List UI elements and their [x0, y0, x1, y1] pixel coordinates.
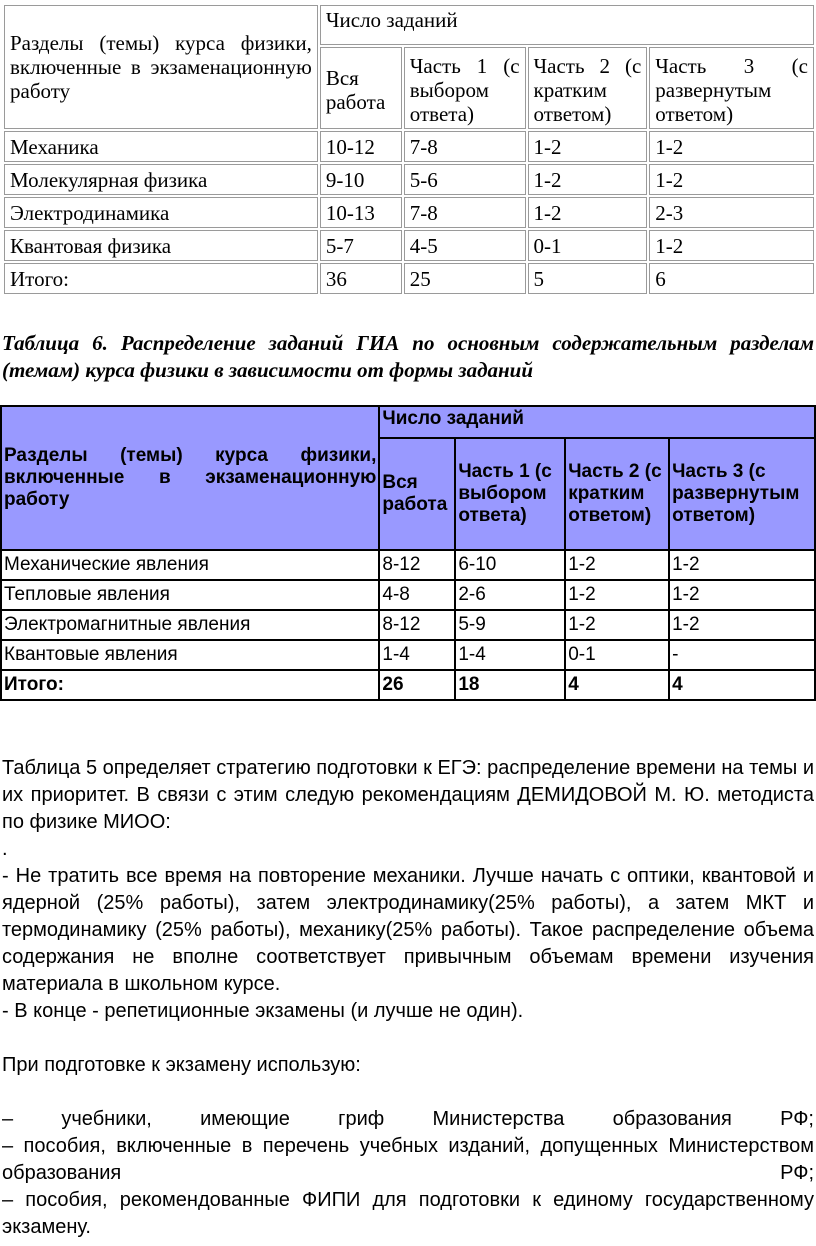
table-row-total — [1, 670, 815, 700]
table-cell: 1-2 — [528, 164, 648, 195]
exam-tasks-table-ege — [2, 3, 816, 296]
list-item: – пособия, рекомендованные ФИПИ для подготовки к единому государственному экзамену. — [2, 1189, 814, 1238]
table-cell: Молекулярная физика — [4, 164, 318, 195]
table2-sub-all: Вся работа — [379, 438, 455, 550]
table-cell: 9-10 — [320, 164, 402, 195]
table1-header-count: Число заданий — [320, 5, 814, 45]
table-cell: 6-10 — [455, 550, 565, 580]
table-cell: 26 — [379, 670, 455, 700]
list-item: – учебники, имеющие гриф Министерства образования РФ; — [2, 1108, 814, 1130]
paragraph-dot: . — [2, 838, 8, 860]
table1-sub-part2: Часть 2 (с кратким ответом) — [528, 47, 648, 129]
list-item: – пособия, включенные в перечень учебных изданий, допущенных Министерством образования РФ; — [2, 1135, 814, 1184]
table2-sub-part2: Часть 2 (с кратким ответом) — [565, 438, 669, 550]
table-caption: Таблица 6. Распределение заданий ГИА по основным содержательным разделам (темам) курса физики в зависимости от формы заданий — [2, 331, 814, 382]
table-cell: 0-1 — [528, 230, 648, 261]
table-cell: Итого: — [4, 263, 318, 294]
table-row-total — [4, 263, 814, 294]
table2-sub-part1: Часть 1 (с выбором ответа) — [455, 438, 565, 550]
table-cell: 7-8 — [404, 131, 526, 162]
table-cell: 4-8 — [379, 580, 455, 610]
table-cell: 1-2 — [528, 131, 648, 162]
table-cell: - — [669, 640, 815, 670]
table-cell: 8-12 — [379, 550, 455, 580]
table-cell: 10-12 — [320, 131, 402, 162]
table2-header-count: Число заданий — [379, 406, 815, 438]
table-cell: 0-1 — [565, 640, 669, 670]
table-cell: 1-2 — [669, 580, 815, 610]
table-cell: 1-2 — [528, 197, 648, 228]
table1-header-section: Разделы (темы) курса физики, включенные в экзаменационную работу — [4, 5, 318, 129]
table-row — [1, 640, 815, 670]
table-cell: 5-6 — [404, 164, 526, 195]
table-cell: 1-4 — [379, 640, 455, 670]
table-cell: Тепловые явления — [1, 580, 379, 610]
table-cell: 4 — [669, 670, 815, 700]
table-cell: Электродинамика — [4, 197, 318, 228]
table-cell: 25 — [404, 263, 526, 294]
table-cell: 1-4 — [455, 640, 565, 670]
table-row — [4, 197, 814, 228]
table1-sub-part3: Часть 3 (с развернутым ответом) — [649, 47, 814, 129]
table-cell: 5-7 — [320, 230, 402, 261]
table-row — [4, 131, 814, 162]
table-cell: 2-6 — [455, 580, 565, 610]
table2-header-section: Разделы (темы) курса физики, включенные в экзаменационную работу — [1, 406, 379, 550]
table-cell: 5-9 — [455, 610, 565, 640]
table-cell: 1-2 — [565, 580, 669, 610]
table-cell: Механика — [4, 131, 318, 162]
table-cell: Итого: — [1, 670, 379, 700]
table1-sub-part1: Часть 1 (с выбором ответа) — [404, 47, 526, 129]
table-row — [1, 610, 815, 640]
table-cell: 2-3 — [649, 197, 814, 228]
table-row — [4, 230, 814, 261]
table-cell: Квантовые явления — [1, 640, 379, 670]
table1-sub-all: Вся работа — [320, 47, 402, 129]
table-cell: Электромагнитные явления — [1, 610, 379, 640]
table-cell: 1-2 — [565, 610, 669, 640]
paragraph: Таблица 5 определяет стратегию подготовки к ЕГЭ: распределение времени на темы и их приоритет. В связи с этим следую рекомендациям ДЕМИДОВОЙ М. Ю. методиста по физике МИОО: — [2, 757, 814, 833]
table-cell: 1-2 — [649, 131, 814, 162]
table-cell: 1-2 — [649, 230, 814, 261]
paragraph: - В конце - репетиционные экзамены (и лучше не один). — [2, 1000, 524, 1022]
table-cell: 8-12 — [379, 610, 455, 640]
table-cell: 5 — [528, 263, 648, 294]
table-row — [1, 580, 815, 610]
table-cell: 1-2 — [565, 550, 669, 580]
table-cell: 1-2 — [649, 164, 814, 195]
table-cell: 1-2 — [669, 610, 815, 640]
table-cell: Квантовая физика — [4, 230, 318, 261]
paragraph: При подготовке к экзамену использую: — [2, 1054, 361, 1076]
table-cell: Механические явления — [1, 550, 379, 580]
table-cell: 1-2 — [669, 550, 815, 580]
table-cell: 6 — [649, 263, 814, 294]
paragraph: - Не тратить все время на повторение механики. Лучше начать с оптики, квантовой и ядерной (25% работы), затем электродинамику(25% работы), а затем МКТ и термодинамику (25% работы), механику(25% работы). Такое распределение объема содержания не вполне соответствует привычным объемам времени изучения материала в школьном курсе. — [2, 865, 814, 995]
table-cell: 18 — [455, 670, 565, 700]
table-row — [4, 164, 814, 195]
table-cell: 7-8 — [404, 197, 526, 228]
body-text — [2, 755, 814, 1241]
table-cell: 36 — [320, 263, 402, 294]
table-cell: 4 — [565, 670, 669, 700]
table-cell: 10-13 — [320, 197, 402, 228]
table-row — [1, 550, 815, 580]
table2-sub-part3: Часть 3 (с развернутым ответом) — [669, 438, 815, 550]
exam-tasks-table-gia — [0, 405, 816, 701]
table-cell: 4-5 — [404, 230, 526, 261]
